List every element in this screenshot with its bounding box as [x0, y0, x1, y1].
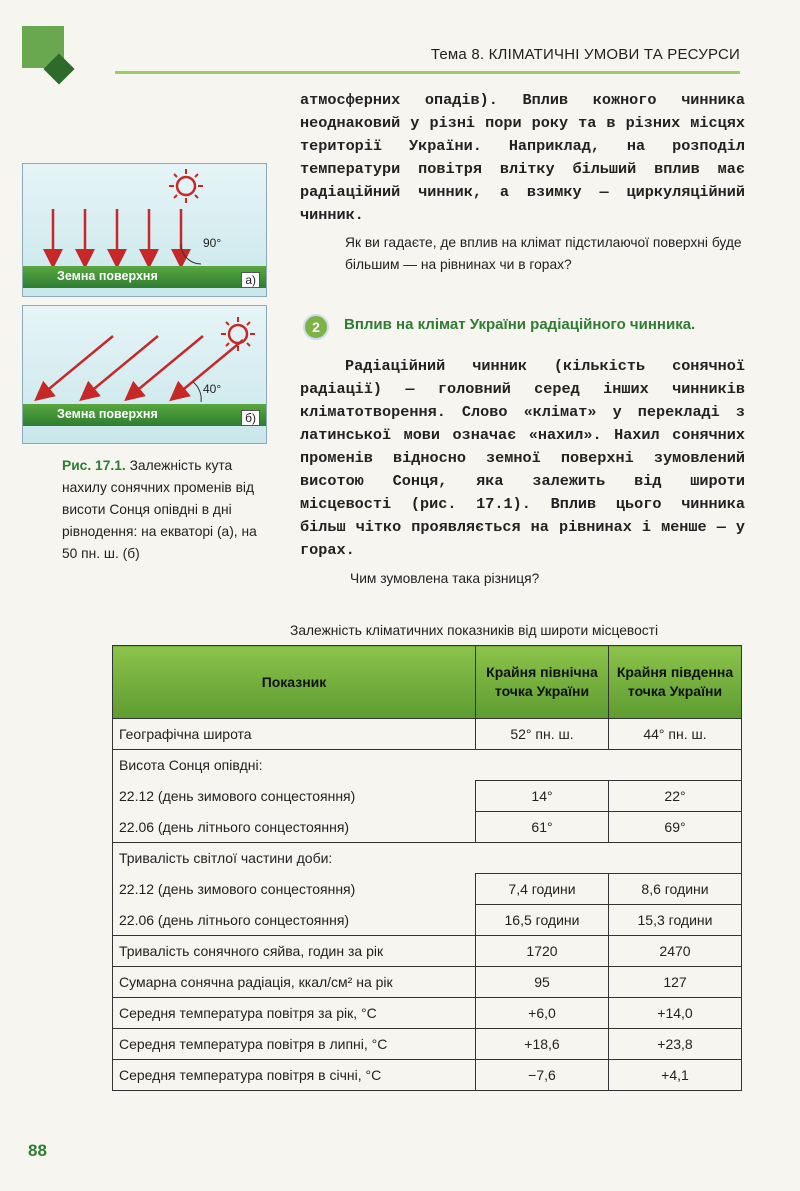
table-header-row — [113, 646, 742, 719]
row-north-value: 1720 — [476, 936, 609, 967]
ground-strip-a — [23, 266, 266, 288]
row-north-value: +18,6 — [476, 1029, 609, 1060]
angle-label-b: 40° — [203, 382, 222, 396]
angle-label-a: 90° — [203, 236, 222, 250]
climate-table — [112, 645, 742, 1091]
row-label: 22.06 (день літнього сонцестояння) — [113, 812, 476, 843]
panel-tag-b: б) — [241, 410, 260, 426]
table-row — [113, 812, 742, 843]
figure-panel-a — [22, 163, 267, 297]
row-north-value: 61° — [476, 812, 609, 843]
sun-icon — [221, 317, 255, 351]
row-north-value: 95 — [476, 967, 609, 998]
row-south-value: 44° пн. ш. — [609, 719, 742, 750]
panel-tag-a: а) — [241, 272, 260, 288]
ground-label-a: Земна поверхня — [57, 269, 158, 283]
ground-strip-b — [23, 404, 266, 426]
row-south-value: 69° — [609, 812, 742, 843]
table-row — [113, 967, 742, 998]
table-row — [113, 719, 742, 750]
row-north-value: 14° — [476, 781, 609, 812]
section-number-icon: 2 — [303, 314, 329, 340]
row-label: 22.12 (день зимового сонцестояння) — [113, 874, 476, 905]
row-label: Географічна широта — [113, 719, 476, 750]
row-south-value: +4,1 — [609, 1060, 742, 1091]
header-south: Крайня південна точка України — [609, 646, 742, 719]
row-north-value: −7,6 — [476, 1060, 609, 1091]
table-row — [113, 781, 742, 812]
row-south-value: 15,3 години — [609, 905, 742, 936]
row-label: Тривалість сонячного сяйва, годин за рік — [113, 936, 476, 967]
table-row — [113, 874, 742, 905]
table-caption: Залежність кліматичних показників від широти місцевості — [290, 623, 659, 638]
chapter-title: Тема 8. КЛІМАТИЧНІ УМОВИ ТА РЕСУРСИ — [430, 46, 740, 63]
row-south-value: 8,6 години — [609, 874, 742, 905]
row-label: Середня температура повітря в липні, °С — [113, 1029, 476, 1060]
ground-label-b: Земна поверхня — [57, 407, 158, 421]
table-row — [113, 1029, 742, 1060]
header-north: Крайня північна точка України — [476, 646, 609, 719]
figure-panel-b — [22, 305, 267, 444]
intro-paragraph: атмосферних опадів). Вплив кожного чинника неоднаковий у різні пори року та в різних місцях території України. Наприклад, на розподіл температури повітря влітку більший вплив має радіаційний чинник, а взимку — циркуляційний чинник. — [300, 91, 745, 224]
row-south-value: 22° — [609, 781, 742, 812]
row-label: Середня температура повітря за рік, °С — [113, 998, 476, 1029]
row-label: 22.12 (день зимового сонцестояння) — [113, 781, 476, 812]
row-north-value: 16,5 години — [476, 905, 609, 936]
page-number: 88 — [28, 1141, 47, 1160]
header-indicator: Показник — [113, 646, 476, 719]
row-group-label: Висота Сонця опівдні: — [113, 750, 742, 781]
row-label: Сумарна сонячна радіація, ккал/см² на рік — [113, 967, 476, 998]
table-row — [113, 936, 742, 967]
table-row — [113, 905, 742, 936]
figure-caption-prefix: Рис. 17.1. — [62, 458, 126, 473]
figure-caption-text: Залежність кута нахилу сонячних променів від висоти Сонця опівдні в дні рівнодення: на екваторі (а), на 50 пн. ш. (б) — [62, 458, 257, 561]
row-group-label: Тривалість світлої частини доби: — [113, 843, 742, 874]
row-north-value: +6,0 — [476, 998, 609, 1029]
row-label: 22.06 (день літнього сонцестояння) — [113, 905, 476, 936]
row-south-value: 127 — [609, 967, 742, 998]
section-paragraph: Радіаційний чинник (кількість сонячної радіації) — головний серед інших чинників кліматотворення. Слово «клімат» у перекладі з латинської мови означає «нахил». Нахил сонячних променів відносно земної поверхні зумовлений висотою Сонця, яка залежить від широти місцевості (рис. 17.1). Вплив цього чинника більш чітко проявляється на рівнинах і менше — у горах. — [300, 357, 745, 559]
row-north-value: 7,4 години — [476, 874, 609, 905]
row-north-value: 52° пн. ш. — [476, 719, 609, 750]
header-rule — [115, 71, 740, 74]
sun-icon — [169, 169, 203, 203]
question-2: Чим зумовлена така різниця? — [350, 571, 540, 586]
table-row — [113, 1060, 742, 1091]
section-title: Вплив на клімат України радіаційного чинника. — [344, 316, 696, 333]
table-row — [113, 998, 742, 1029]
row-south-value: +23,8 — [609, 1029, 742, 1060]
table-row-group — [113, 750, 742, 781]
row-label: Середня температура повітря в січні, °С — [113, 1060, 476, 1091]
row-south-value: 2470 — [609, 936, 742, 967]
row-south-value: +14,0 — [609, 998, 742, 1029]
question-1: Як ви гадаєте, де вплив на клімат підстилаючої поверхні буде більшим — на рівнинах чи в горах? — [345, 235, 742, 272]
figure-caption — [62, 455, 262, 565]
table-row-group — [113, 843, 742, 874]
